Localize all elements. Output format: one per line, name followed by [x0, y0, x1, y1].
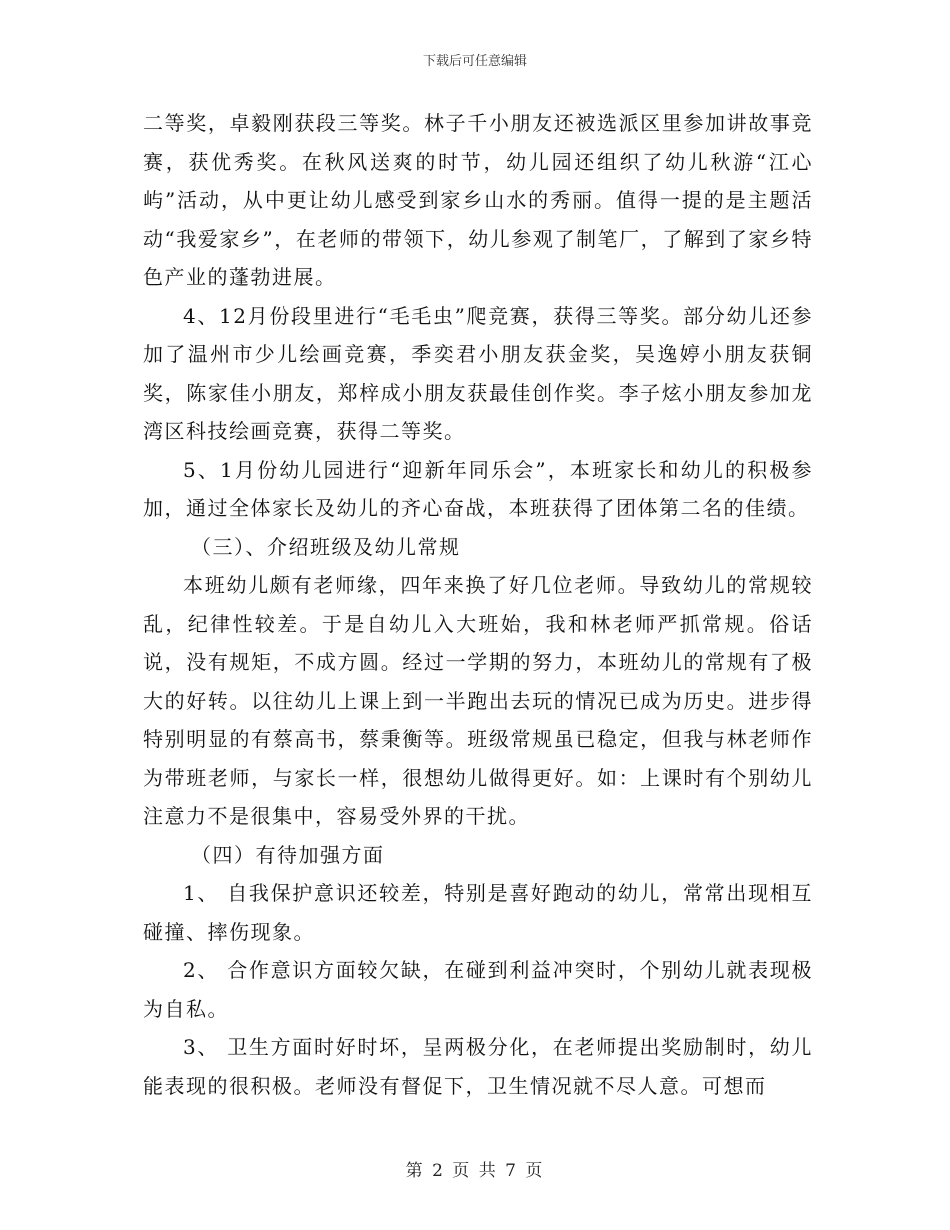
section-heading-4: （四）有待加强方面 [191, 842, 385, 867]
paragraph-improve-1: 1、 自我保护意识还较差，特别是喜好跑动的幼儿，常常出现相互碰撞、摔伤现象。 [143, 881, 813, 944]
page-header: 下载后可任意编辑 [422, 54, 527, 69]
paragraph-item-5: 5、1月份幼儿园进行“迎新年同乐会”，本班家长和幼儿的积极参加，通过全体家长及幼儿的齐心奋战，本班获得了团体第二名的佳绩。 [143, 457, 813, 520]
paragraph-item-4: 4、12月份段里进行“毛毛虫”爬竞赛，获得三等奖。部分幼儿还参加了温州市少儿绘画竞赛，季奕君小朋友获金奖，吴逸婷小朋友获铜奖，陈家佳小朋友，郑梓成小朋友获最佳创作奖。李子炫小朋友参加龙湾区科技绘画竞赛，获得二等奖。 [143, 303, 813, 443]
document-body [143, 104, 813, 1105]
page-footer: 第 2 页 共 7 页 [405, 1161, 545, 1181]
paragraph-class-routine: 本班幼儿颇有老师缘，四年来换了好几位老师。导致幼儿的常规较乱，纪律性较差。于是自幼儿入大班始，我和林老师严抓常规。俗话说，没有规矩，不成方圆。经过一学期的努力，本班幼儿的常规有了极大的好转。以往幼儿上课上到一半跑出去玩的情况已成为历史。进步得特别明显的有蔡高书，蔡秉衡等。班级常规虽已稳定，但我与林老师作为带班老师，与家长一样，很想幼儿做得更好。如：上课时有个别幼儿注意力不是很集中，容易受外界的干扰。 [143, 573, 813, 828]
section-heading-3: （三）、介绍班级及幼儿常规 [191, 534, 461, 559]
paragraph-improve-3: 3、 卫生方面时好时坏，呈两极分化，在老师提出奖励制时，幼儿能表现的很积极。老师没有督促下，卫生情况就不尽人意。可想而 [143, 1035, 813, 1098]
paragraph-improve-2: 2、 合作意识方面较欠缺，在碰到利益冲突时，个别幼儿就表现极为自私。 [143, 958, 813, 1021]
paragraph-continuation: 二等奖，卓毅刚获段三等奖。林子千小朋友还被选派区里参加讲故事竞赛，获优秀奖。在秋风送爽的时节，幼儿园还组织了幼儿秋游“江心屿”活动，从中更让幼儿感受到家乡山水的秀丽。值得一提的是主题活动“我爱家乡”，在老师的带领下，幼儿参观了制笔厂，了解到了家乡特色产业的蓬勃进展。 [143, 111, 813, 289]
